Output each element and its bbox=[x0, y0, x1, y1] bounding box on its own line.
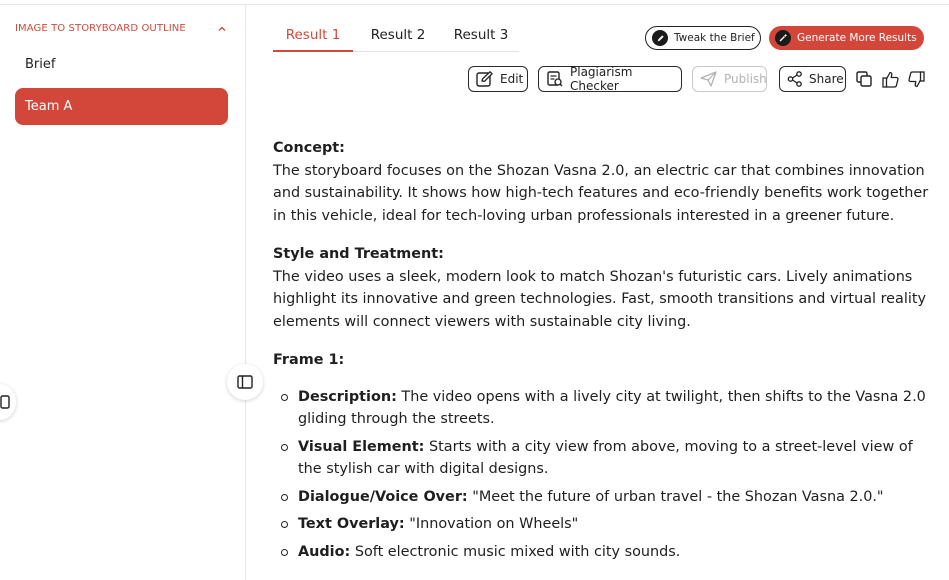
result-tabs bbox=[273, 24, 519, 52]
generate-more-button[interactable] bbox=[769, 26, 924, 50]
copy-icon[interactable] bbox=[855, 70, 873, 88]
result-content bbox=[273, 137, 933, 568]
sidebar-item-label: Brief bbox=[25, 57, 56, 72]
sidebar-header[interactable] bbox=[15, 23, 227, 34]
sidebar-item-team-a[interactable] bbox=[15, 88, 228, 125]
thumbs-up-icon[interactable] bbox=[881, 70, 899, 88]
share-icon bbox=[787, 71, 803, 87]
list-item bbox=[273, 513, 933, 536]
frame-heading: Frame 1: bbox=[273, 352, 345, 368]
publish-button[interactable] bbox=[692, 66, 767, 92]
item-text: The video opens with a lively city at twilight, then shifts to the Vasna 2.0 gliding through the streets. bbox=[298, 388, 926, 427]
tweak-brief-label: Tweak the Brief bbox=[674, 32, 755, 44]
thumbs-down-icon[interactable] bbox=[907, 70, 925, 88]
item-text: Starts with a city view from above, moving to a street-level view of the stylish car with digital designs. bbox=[298, 438, 913, 477]
magic-wand-icon bbox=[775, 30, 791, 46]
sidebar-item-brief[interactable] bbox=[15, 46, 228, 83]
list-item bbox=[273, 386, 933, 431]
item-label: Visual Element: bbox=[298, 438, 425, 455]
item-label: Description: bbox=[298, 388, 397, 405]
edit-label: Edit bbox=[500, 72, 524, 86]
item-text: Soft electronic music mixed with city sounds. bbox=[350, 543, 681, 560]
edit-icon bbox=[476, 71, 494, 87]
style-heading: Style and Treatment: bbox=[273, 246, 444, 262]
list-item bbox=[273, 541, 933, 564]
panel-icon bbox=[0, 395, 10, 409]
document-check-icon bbox=[546, 71, 564, 87]
generate-more-label: Generate More Results bbox=[797, 32, 917, 44]
send-icon bbox=[700, 71, 718, 87]
item-label: Dialogue/Voice Over: bbox=[298, 488, 468, 505]
share-button[interactable] bbox=[779, 66, 846, 92]
concept-section bbox=[273, 137, 933, 227]
sidebar-title: IMAGE TO STORYBOARD OUTLINE bbox=[15, 23, 186, 34]
plagiarism-checker-label: Plagiarism Checker bbox=[570, 65, 633, 93]
item-text: "Innovation on Wheels" bbox=[404, 516, 579, 532]
frame-details-list bbox=[273, 386, 933, 564]
tab-result-1[interactable]: Result 1 bbox=[273, 24, 353, 52]
style-section bbox=[273, 243, 933, 333]
concept-heading: Concept: bbox=[273, 140, 345, 156]
tweak-brief-button[interactable] bbox=[645, 26, 761, 50]
plagiarism-checker-button[interactable] bbox=[538, 66, 682, 92]
edit-button[interactable] bbox=[468, 66, 528, 92]
sidebar bbox=[0, 5, 246, 580]
sidebar-toggle-icon bbox=[237, 375, 253, 389]
share-label: Share bbox=[809, 72, 844, 86]
tab-result-2[interactable]: Result 2 bbox=[370, 27, 426, 43]
collapse-sidebar-button[interactable] bbox=[227, 364, 263, 400]
chevron-up-icon[interactable] bbox=[217, 24, 227, 34]
item-label: Text Overlay: bbox=[298, 516, 405, 532]
item-label: Audio: bbox=[298, 543, 351, 560]
style-text: The video uses a sleek, modern look to match Shozan's futuristic cars. Lively animations highlight its innovative and green technologies. Fast, smooth transitions and virtual reality elements will connect viewers with sustainable city living. bbox=[273, 268, 927, 330]
tab-result-3[interactable]: Result 3 bbox=[453, 27, 509, 43]
concept-text: The storyboard focuses on the Shozan Vasna 2.0, an electric car that combines innovation and sustainability. It shows how high-tech features and eco-friendly benefits work together in this vehicle, ideal for tech-loving urban professionals interested in a greener future. bbox=[273, 162, 929, 224]
list-item bbox=[273, 486, 933, 509]
item-text: "Meet the future of urban travel - the Shozan Vasna 2.0." bbox=[467, 488, 884, 505]
publish-label: Publish bbox=[724, 72, 767, 86]
sidebar-item-label: Team A bbox=[25, 99, 73, 114]
pencil-icon bbox=[652, 30, 668, 46]
list-item bbox=[273, 436, 933, 481]
